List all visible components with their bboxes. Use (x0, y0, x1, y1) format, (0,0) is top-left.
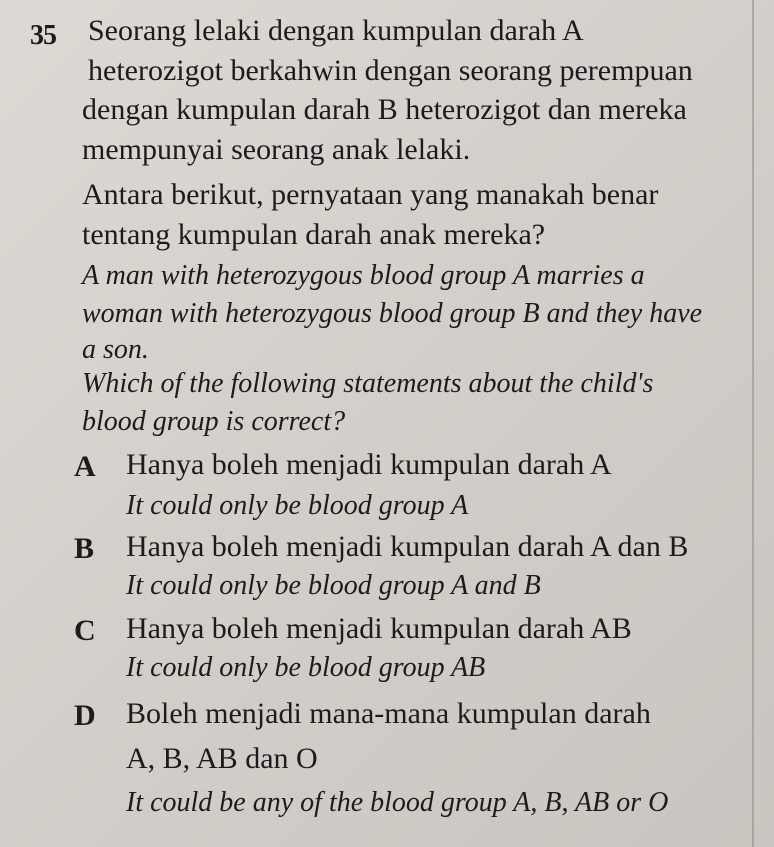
question-malay-line-4: mempunyai seorang anak lelaki. (82, 133, 471, 166)
option-d-malay-line-1: Boleh menjadi mana-mana kumpulan darah (126, 697, 651, 730)
option-d-letter: D (74, 699, 96, 732)
option-b-malay: Hanya boleh menjadi kumpulan darah A dan B (126, 530, 689, 563)
question-english-line-1: A man with heterozygous blood group A marries a (82, 260, 645, 291)
option-c-english: It could only be blood group AB (126, 652, 486, 683)
option-b-letter: B (74, 532, 95, 565)
question-malay-line-5: Antara berikut, pernyataan yang manakah benar (82, 178, 659, 211)
question-english-line-5: blood group is correct? (82, 406, 346, 437)
question-number: 35 (30, 20, 56, 51)
question-malay-line-6: tentang kumpulan darah anak mereka? (82, 218, 546, 251)
option-a-english: It could only be blood group A (126, 490, 469, 521)
question-english-line-2: woman with heterozygous blood group B and they have (82, 298, 703, 329)
question-english-line-4: Which of the following statements about the child's (82, 368, 654, 399)
option-b-english: It could only be blood group A and B (126, 570, 541, 601)
option-a-malay: Hanya boleh menjadi kumpulan darah A (126, 448, 612, 481)
option-c-malay: Hanya boleh menjadi kumpulan darah AB (126, 612, 632, 645)
question-malay-line-1 (88, 16, 748, 46)
question-english-line-3: a son. (82, 334, 149, 365)
option-a-letter: A (74, 450, 96, 483)
option-d-malay-line-2: A, B, AB dan O (126, 742, 318, 775)
page-edge (752, 0, 754, 847)
option-d-english: It could be any of the blood group A, B, AB or O (126, 787, 669, 818)
question-malay-line-2: heterozigot berkahwin dengan seorang perempuan (88, 54, 693, 87)
option-c-letter: C (74, 614, 96, 647)
question-malay-line-3: dengan kumpulan darah B heterozigot dan mereka (82, 93, 687, 126)
question-malay-text-1: Seorang lelaki dengan kumpulan darah A (88, 14, 584, 47)
